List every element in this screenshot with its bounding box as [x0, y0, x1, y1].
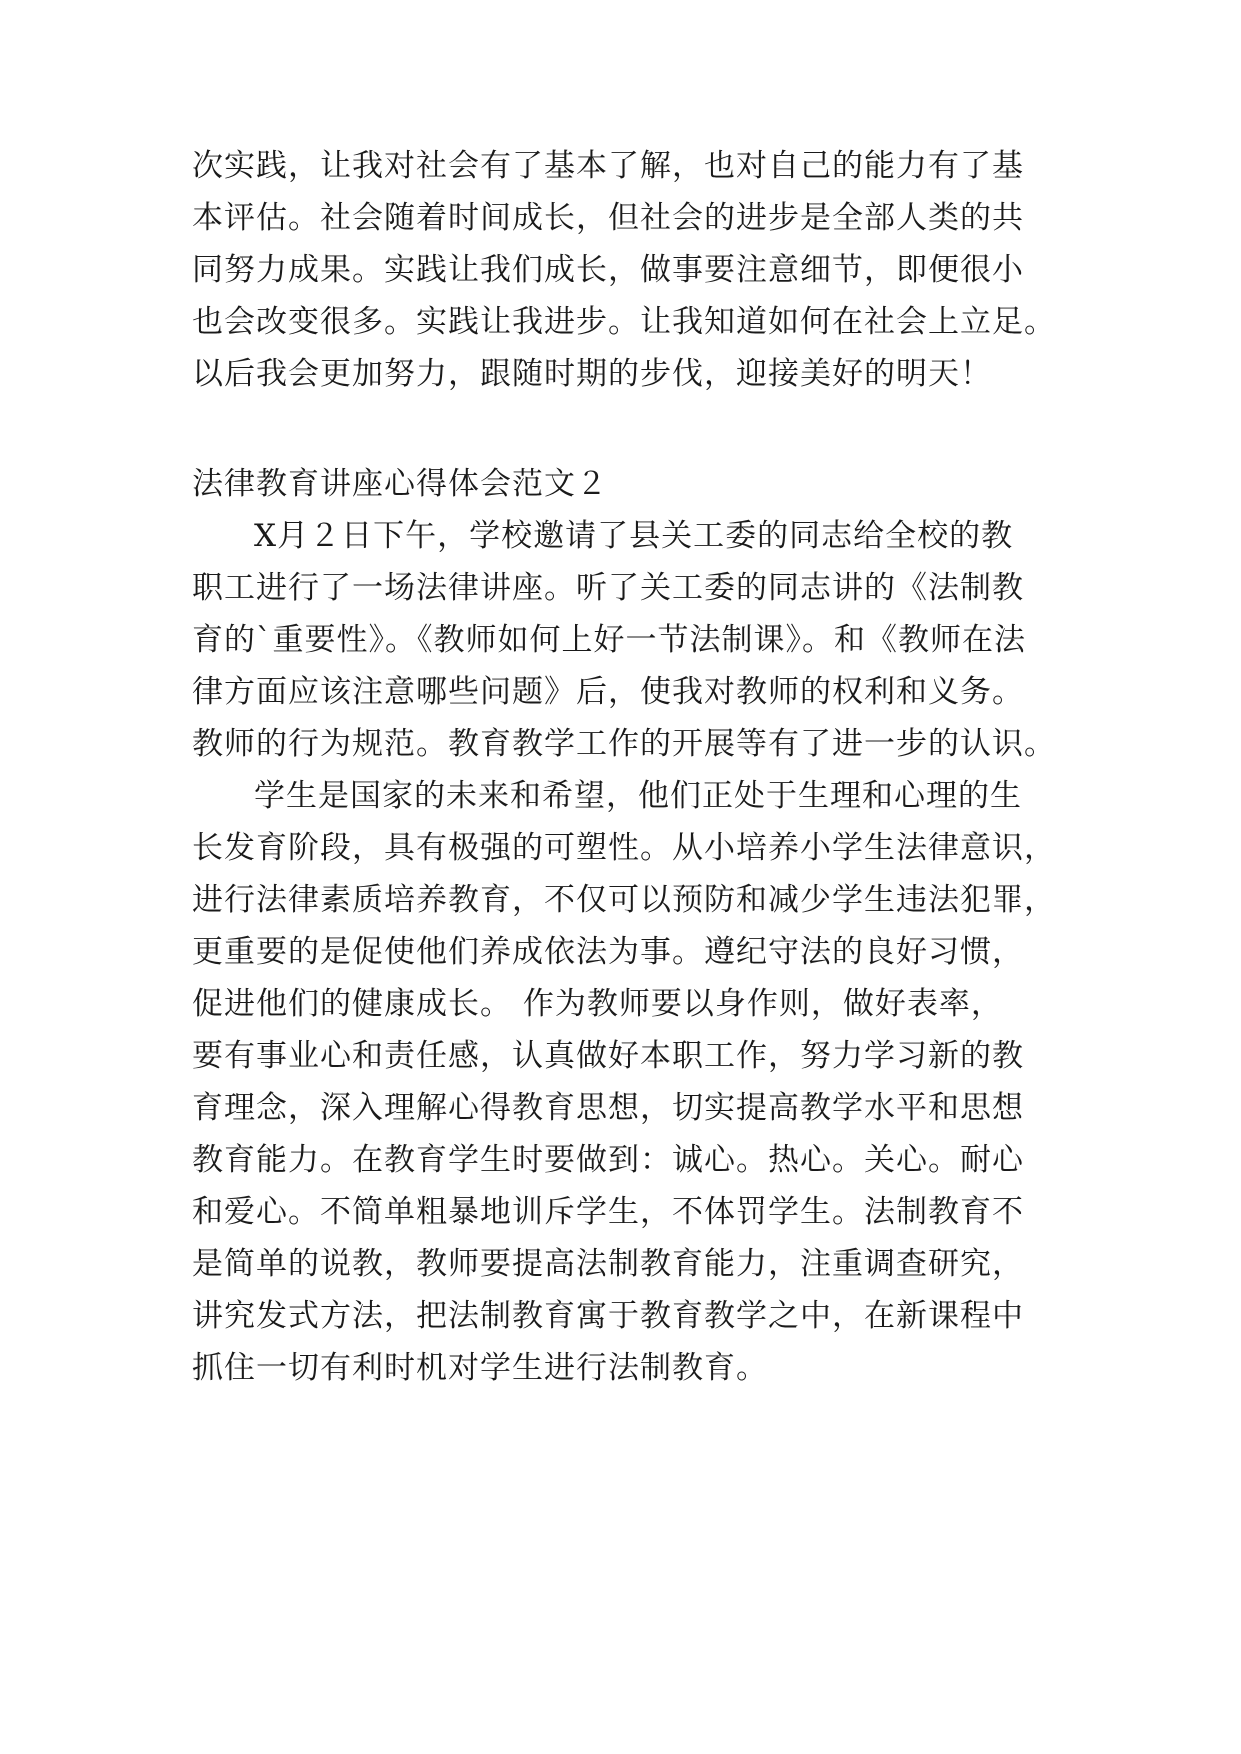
section-title: 法律教育讲座心得体会范文２	[192, 466, 608, 502]
paragraph-line: 进行法律素质培养教育，不仅可以预防和减少学生违法犯罪，	[192, 882, 1056, 918]
paragraph-line: X月２日下午，学校邀请了县关工委的同志给全校的教	[254, 518, 1014, 554]
continuation-line: 以后我会更加努力，跟随时期的步伐，迎接美好的明天！	[192, 356, 992, 392]
paragraph-line: 抓住一切有利时机对学生进行法制教育。	[192, 1350, 768, 1386]
paragraph-line: 律方面应该注意哪些问题》后，使我对教师的权利和义务。	[192, 674, 1024, 710]
paragraph-line: 更重要的是促使他们养成依法为事。遵纪守法的良好习惯，	[192, 934, 1024, 970]
paragraph-line: 长发育阶段，具有极强的可塑性。从小培养小学生法律意识，	[192, 830, 1056, 866]
continuation-line: 次实践，让我对社会有了基本了解，也对自己的能力有了基	[192, 148, 1024, 184]
paragraph-line: 要有事业心和责任感，认真做好本职工作，努力学习新的教	[192, 1038, 1024, 1074]
paragraph-line: 和爱心。不简单粗暴地训斥学生，不体罚学生。法制教育不	[192, 1194, 1024, 1230]
paragraph-line: 学生是国家的未来和希望，他们正处于生理和心理的生	[254, 778, 1022, 814]
paragraph-line: 促进他们的健康成长。 作为教师要以身作则，做好表率，	[192, 986, 1003, 1022]
continuation-line: 同努力成果。实践让我们成长，做事要注意细节，即便很小	[192, 252, 1024, 288]
paragraph-line: 讲究发式方法，把法制教育寓于教育教学之中，在新课程中	[192, 1298, 1024, 1334]
paragraph-line: 教育能力。在教育学生时要做到：诚心。热心。关心。耐心	[192, 1142, 1024, 1178]
paragraph-line: 育的`重要性》。《教师如何上好一节法制课》。和《教师在法	[192, 622, 1026, 658]
paragraph-line: 育理念，深入理解心得教育思想，切实提高教学水平和思想	[192, 1090, 1024, 1126]
paragraph-line: 是简单的说教，教师要提高法制教育能力，注重调查研究，	[192, 1246, 1024, 1282]
paragraph-line: 职工进行了一场法律讲座。听了关工委的同志讲的《法制教	[192, 570, 1024, 606]
continuation-line: 本评估。社会随着时间成长，但社会的进步是全部人类的共	[192, 200, 1024, 236]
continuation-line: 也会改变很多。实践让我进步。让我知道如何在社会上立足。	[192, 304, 1056, 340]
paragraph-line: 教师的行为规范。教育教学工作的开展等有了进一步的认识。	[192, 726, 1056, 762]
